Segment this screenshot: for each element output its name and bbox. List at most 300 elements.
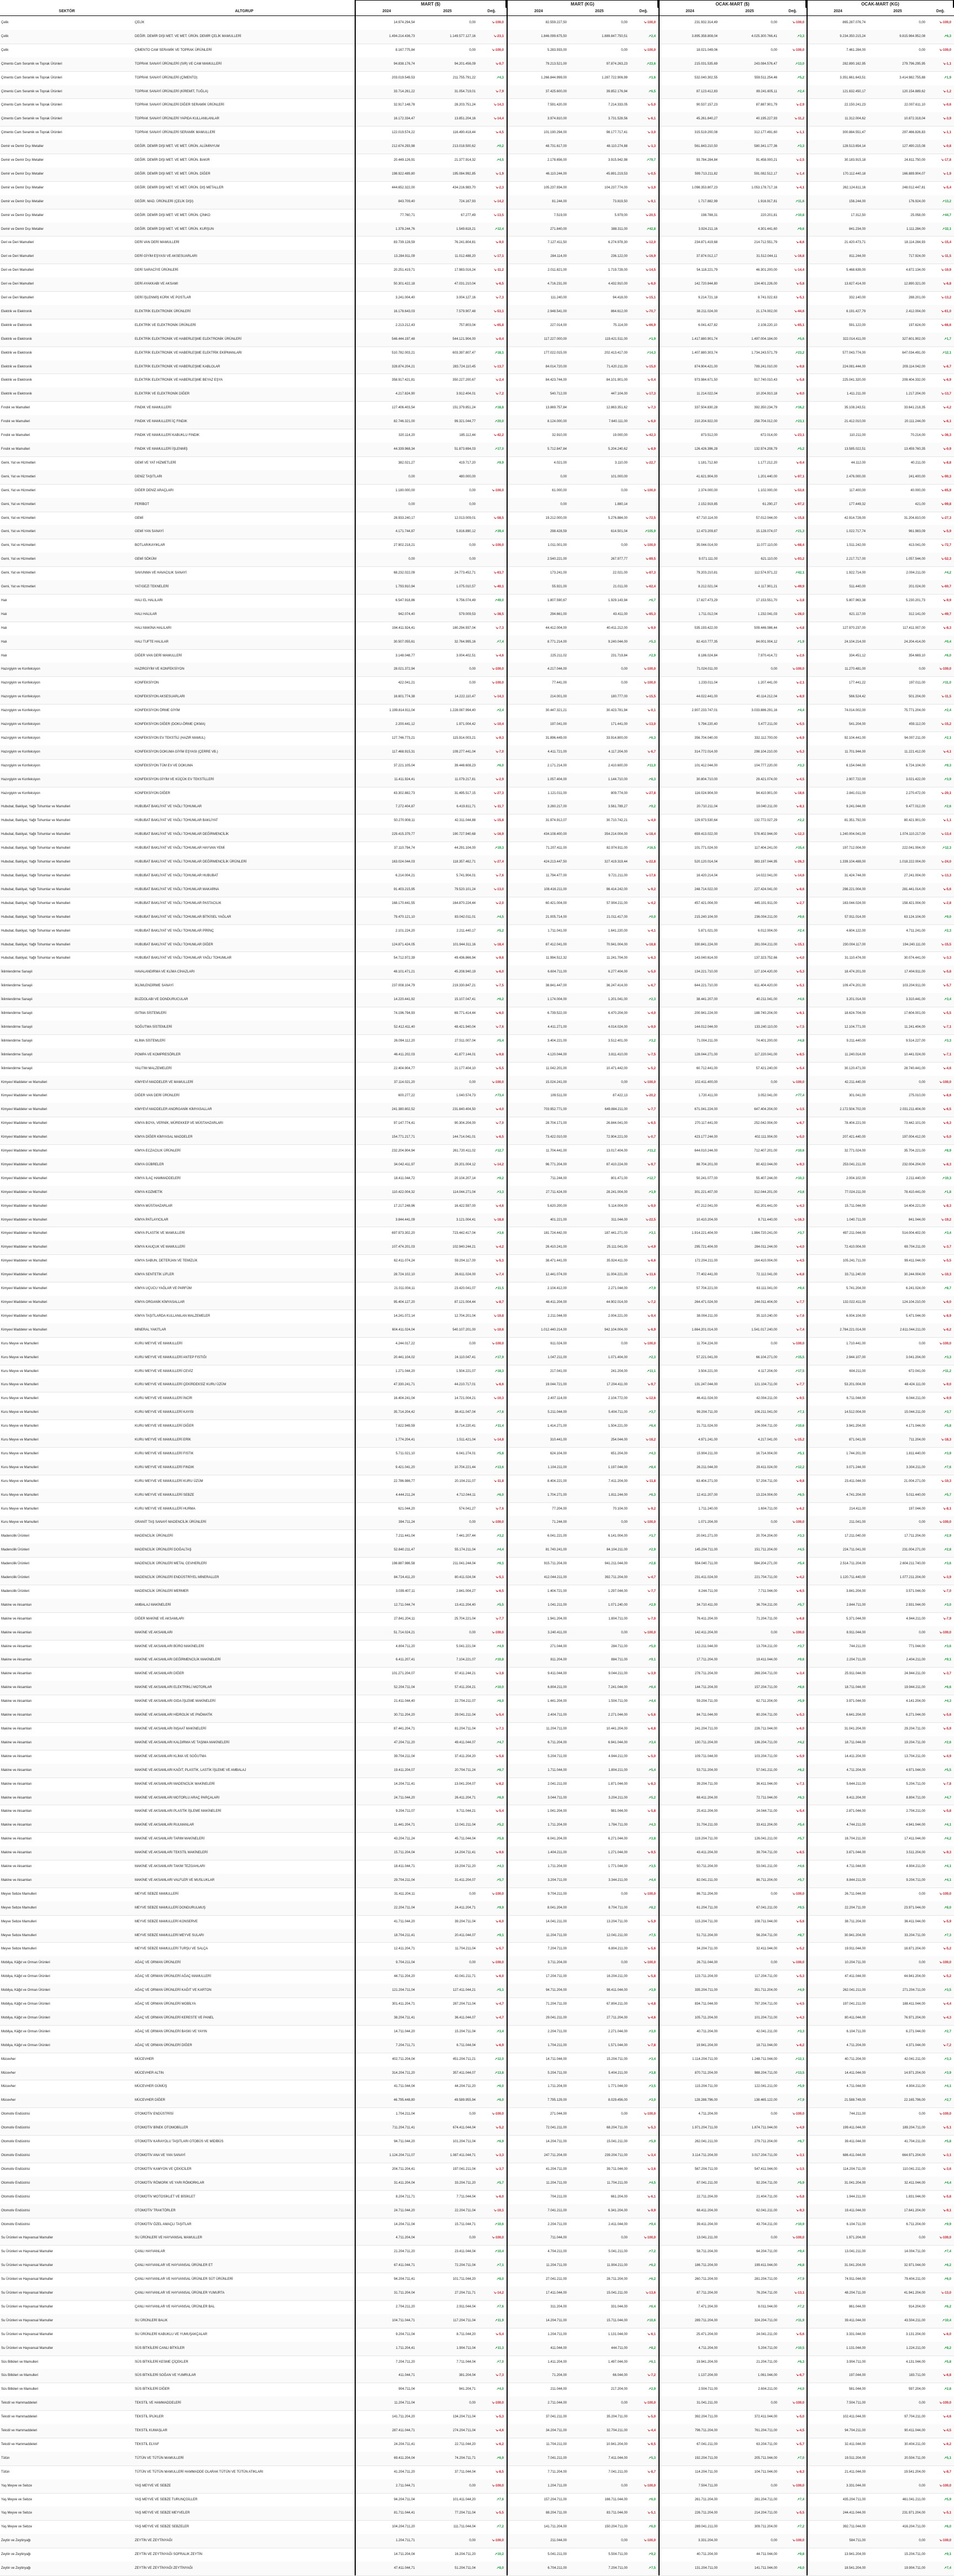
cell-change: [478, 1186, 505, 1200]
change-value: -100,0: [646, 489, 656, 492]
arrow-down-icon: ↘: [494, 1708, 498, 1722]
cell-value: 176.924,00: [868, 195, 927, 209]
cell-change: [927, 1323, 953, 1337]
arrow-up-icon: ↗: [647, 1599, 651, 1612]
cell-change: [927, 2135, 953, 2149]
cell-change: [478, 1227, 505, 1240]
change-value: 42,8: [649, 228, 656, 231]
cell-change: [927, 759, 953, 773]
cell-value: 40.711.204,00: [808, 2053, 868, 2067]
cell-value: 4.120.044,00: [508, 1048, 569, 1062]
cell-value: 31.204.810,00: [868, 512, 927, 525]
cell-value: 81.740.241,00: [508, 1543, 569, 1557]
cell-value: 1.880,14: [569, 498, 630, 512]
cell-change: [478, 2506, 505, 2520]
cell-value: 7.711.044,04: [417, 2190, 478, 2204]
cell-value: 9.477.012,00: [868, 800, 927, 814]
cell-value: 4.711.204,00: [660, 2342, 720, 2356]
change-value: -3,9: [946, 1576, 951, 1579]
arrow-down-icon: ↘: [494, 1021, 498, 1034]
arrow-up-icon: ↗: [496, 1901, 499, 1915]
cell-value: 0,00: [417, 553, 478, 566]
arrow-down-icon: ↘: [940, 938, 944, 952]
cell-change: [630, 1378, 657, 1392]
change-value: 5,9: [947, 2498, 951, 2501]
arrow-down-icon: ↘: [793, 264, 797, 277]
cell-altgrup: TOPRAK SANAYİ ÜRÜNLERİ YAPIDA KULLANILANLAR: [135, 112, 354, 126]
arrow-down-icon: ↘: [942, 1048, 946, 1062]
change-value: -6,2: [498, 2443, 504, 2446]
cell-value: 1.971.004,42: [417, 718, 478, 732]
arrow-up-icon: ↗: [796, 1406, 800, 1420]
cell-value: 0,00: [417, 1956, 478, 1970]
cell-value: 2.041.211,00: [508, 1778, 569, 1791]
table-row: [0, 1461, 954, 1475]
arrow-up-icon: ↗: [496, 2177, 499, 2190]
cell-change: [779, 842, 806, 855]
arrow-down-icon: ↘: [940, 1475, 944, 1489]
change-value: -6,0: [498, 1920, 504, 1923]
cell-value: 17.411.044,00: [868, 1832, 927, 1846]
change-value: -5,7: [946, 984, 951, 987]
arrow-down-icon: ↘: [492, 787, 496, 801]
arrow-up-icon: ↗: [796, 993, 800, 1007]
cell-value: 210.204.922,00: [660, 415, 720, 429]
table-row: [0, 1585, 954, 1599]
cell-value: 12.704.201,04: [417, 1310, 478, 1323]
cell-change: [927, 1213, 953, 1227]
change-value: -5,5: [946, 1259, 951, 1263]
arrow-up-icon: ↗: [647, 1034, 651, 1048]
table-row: [0, 1640, 954, 1654]
arrow-down-icon: ↘: [795, 649, 799, 663]
cell-value: 40.114.212,04: [720, 690, 779, 704]
change-value: -5,0: [650, 1755, 656, 1758]
cell-altgrup: KİMYA MÜSTAHZARLAR: [135, 1200, 354, 1213]
cell-change: [927, 1915, 953, 1929]
change-value: -16,8: [797, 255, 804, 258]
arrow-down-icon: ↘: [793, 319, 797, 333]
cell-value: 6.739.522,00: [508, 1007, 569, 1021]
cell-value: 109.277.441,04: [417, 745, 478, 759]
cell-sektor: Kimyevi Maddeler ve Mamulleri: [1, 1172, 134, 1186]
change-value: -100,0: [494, 1961, 504, 1964]
cell-value: 18.021.049,06: [660, 44, 720, 57]
change-value: -5,3: [799, 1713, 804, 1717]
cell-value: 411.044,00: [508, 2342, 569, 2356]
cell-change: [478, 1708, 505, 1722]
cell-change: [478, 2548, 505, 2562]
change-value: -3,9: [650, 1672, 656, 1675]
change-value: -11,2: [797, 117, 804, 120]
change-value: 5,0: [651, 1645, 656, 1648]
arrow-down-icon: ↘: [795, 2121, 799, 2135]
arrow-down-icon: ↘: [791, 2479, 795, 2493]
cell-change: [478, 1874, 505, 1888]
cell-value: 127.970.237,00: [808, 622, 868, 635]
cell-value: 69.411.204,04: [356, 2452, 417, 2465]
cell-value: 4.904.211,00: [868, 2080, 927, 2094]
cell-change: [630, 1296, 657, 1310]
cell-value: 13.017.404,00: [569, 1144, 630, 1158]
arrow-down-icon: ↘: [942, 2369, 946, 2383]
arrow-down-icon: ↘: [942, 2039, 946, 2053]
cell-value: 14.204.711,41: [356, 1778, 417, 1791]
change-value: -7,5: [799, 1026, 804, 1029]
arrow-down-icon: ↘: [942, 1089, 946, 1103]
cell-value: 217.041,00: [508, 1365, 569, 1379]
cell-value: 31.424.744,00: [808, 869, 868, 883]
cell-value: 42.914.728,00: [808, 512, 868, 525]
cell-value: 1.793.910,94: [356, 580, 417, 594]
cell-change: [478, 1722, 505, 1736]
cell-value: 424.213.447,50: [508, 855, 569, 869]
change-value: -5,5: [498, 1067, 504, 1070]
cell-value: 1.711.240,00: [660, 1502, 720, 1516]
cell-value: 42.004.211,00: [720, 1392, 779, 1406]
arrow-up-icon: ↗: [647, 911, 651, 924]
cell-value: 0,00: [868, 2107, 927, 2121]
table-row: [0, 98, 954, 113]
cell-value: 324.204.711,00: [720, 2314, 779, 2328]
cell-value: 22.711.204,00: [660, 2190, 720, 2204]
arrow-up-icon: ↗: [647, 2300, 651, 2314]
cell-value: 5.371.044,00: [808, 1612, 868, 1626]
cell-value: 37.411.204,20: [417, 1750, 478, 1764]
cell-value: 32.910,00: [508, 429, 569, 443]
cell-change: [630, 2562, 657, 2575]
arrow-up-icon: ↗: [943, 2493, 947, 2507]
cell-value: 8.911.044,00: [808, 1626, 868, 1640]
cell-change: [630, 456, 657, 470]
cell-value: 19.040.211,00: [720, 800, 779, 814]
change-value: -8,5: [799, 1851, 804, 1854]
cell-change: [779, 2218, 806, 2232]
cell-altgrup: OTOMOTİV KARAYOLU TAŞITLARI OTOBÜS VE MİDİBÜS: [135, 2135, 354, 2149]
cell-value: 105.711.204,00: [660, 2011, 720, 2025]
change-value: -5,1: [946, 2511, 951, 2515]
cell-change: [630, 1337, 657, 1351]
cell-value: 51.714.024,21: [356, 1626, 417, 1640]
cell-value: 128.288.796,00: [660, 2094, 720, 2107]
arrow-down-icon: ↘: [491, 1888, 494, 1901]
cell-sektor: Yaş Meyve ve Sebze: [1, 2493, 134, 2507]
cell-value: 3.017.204.711,00: [720, 2149, 779, 2163]
cell-change: [779, 2135, 806, 2149]
change-value: 3,9: [651, 1989, 656, 1992]
arrow-up-icon: ↗: [943, 1186, 947, 1200]
change-value: 3,8: [651, 2072, 656, 2075]
cell-change: [779, 787, 806, 801]
arrow-down-icon: ↘: [494, 1915, 498, 1929]
arrow-up-icon: ↗: [796, 759, 800, 773]
change-value: -11,8: [649, 1480, 656, 1483]
cell-altgrup: FERİBOT: [135, 498, 354, 512]
cell-value: 13.869.757,84: [508, 401, 569, 415]
arrow-up-icon: ↗: [943, 71, 947, 85]
change-value: -5,8: [946, 1810, 951, 1813]
cell-change: [630, 759, 657, 773]
cell-value: 38.004.211,00: [660, 1310, 720, 1323]
arrow-up-icon: ↗: [493, 415, 497, 429]
cell-change: [630, 154, 657, 167]
arrow-down-icon: ↘: [492, 690, 496, 704]
cell-value: 10.441.024,00: [868, 1048, 927, 1062]
cell-value: 33.641.218,35: [868, 401, 927, 415]
arrow-down-icon: ↘: [492, 319, 496, 333]
arrow-up-icon: ↗: [645, 2314, 649, 2328]
cell-change: [630, 484, 657, 498]
cell-sektor: Makine ve Aksamları: [1, 1599, 134, 1612]
cell-change: [779, 897, 806, 911]
arrow-down-icon: ↘: [644, 608, 648, 622]
change-value: -5,2: [946, 1975, 951, 1978]
change-value: -14,8: [496, 1438, 504, 1442]
cell-sektor: Süs Bitkileri ve Mamulleri: [1, 2383, 134, 2396]
cell-sektor: Gemi, Yat ve Hizmetleri: [1, 553, 134, 566]
cell-value: 14.974.294,54: [356, 16, 417, 30]
arrow-down-icon: ↘: [494, 745, 498, 759]
arrow-up-icon: ↗: [796, 2094, 800, 2107]
change-value: -100,0: [795, 1631, 804, 1634]
change-value: -6,8: [650, 1727, 656, 1731]
cell-value: 163.024.044,03: [356, 855, 417, 869]
cell-value: 25.911.044,00: [808, 1667, 868, 1681]
arrow-down-icon: ↘: [492, 2204, 496, 2218]
arrow-up-icon: ↗: [943, 1860, 947, 1874]
cell-value: 22.204.711,04: [417, 2204, 478, 2218]
cell-value: 5.011.440,00: [868, 1489, 927, 1502]
change-value: -100,0: [942, 2236, 951, 2239]
cell-value: 0,00: [417, 1888, 478, 1901]
cell-change: [927, 346, 953, 360]
change-value: 7,1: [499, 2264, 504, 2267]
cell-value: 7.471.204,00: [660, 2300, 720, 2314]
cell-change: [478, 140, 505, 154]
cell-value: 541.204,00: [808, 718, 868, 732]
cell-change: [779, 718, 806, 732]
cell-change: [779, 993, 806, 1007]
change-value: -7,5: [498, 984, 504, 987]
table-row: [0, 1708, 954, 1723]
cell-change: [927, 2520, 953, 2534]
change-value: -3,3: [946, 956, 951, 960]
change-value: -13,6: [648, 2291, 656, 2295]
cell-value: 284.011.244,00: [720, 1240, 779, 1254]
change-value: -3,7: [946, 1672, 951, 1675]
cell-value: 717.924,00: [868, 250, 927, 264]
arrow-down-icon: ↘: [942, 1708, 946, 1722]
arrow-down-icon: ↘: [646, 1378, 650, 1392]
arrow-down-icon: ↘: [795, 2506, 799, 2520]
arrow-down-icon: ↘: [793, 305, 797, 319]
cell-change: [927, 2259, 953, 2273]
arrow-down-icon: ↘: [938, 2534, 942, 2548]
change-value: -6,2: [799, 2044, 804, 2047]
arrow-down-icon: ↘: [642, 2534, 646, 2548]
cell-value: 1.061.044,00: [720, 2369, 779, 2383]
change-value: -10,1: [496, 2209, 504, 2212]
arrow-up-icon: ↗: [647, 1543, 651, 1557]
cell-value: 39.711.044,00: [569, 2163, 630, 2177]
table-row: [0, 814, 954, 828]
cell-value: 0,00: [569, 44, 630, 57]
cell-altgrup: MAKİNE VE AKSAMLARI HİDROLİK VE PNÖMATİK: [135, 1708, 354, 1722]
cell-value: 158.421.004,00: [868, 897, 927, 911]
table-row: [0, 1268, 954, 1282]
cell-change: [478, 1365, 505, 1379]
change-value: -44,6: [797, 310, 804, 313]
cell-value: 1.201.041,00: [569, 993, 630, 1007]
arrow-up-icon: ↗: [796, 2025, 800, 2039]
arrow-up-icon: ↗: [943, 2342, 947, 2356]
table-row: [0, 374, 954, 388]
cell-value: 757.803,04: [417, 319, 478, 333]
cell-change: [779, 1640, 806, 1654]
arrow-down-icon: ↘: [791, 44, 795, 57]
cell-change: [927, 112, 953, 126]
cell-value: 4.217.041,00: [720, 1433, 779, 1447]
change-value: 10,6: [497, 2223, 504, 2226]
cell-change: [630, 1323, 657, 1337]
arrow-down-icon: ↘: [644, 718, 648, 732]
cell-value: 80.411.044,00: [808, 2011, 868, 2025]
cell-value: 18.411.044,71: [356, 1860, 417, 1874]
arrow-down-icon: ↘: [795, 2369, 799, 2383]
table-row: [0, 842, 954, 856]
cell-value: 27.204.711,71: [417, 2286, 478, 2300]
change-value: -100,0: [646, 2539, 656, 2542]
change-value: 10,4: [945, 2319, 951, 2322]
cell-change: [478, 951, 505, 965]
cell-change: [478, 814, 505, 828]
change-value: -5,8: [799, 2195, 804, 2199]
cell-value: 209.114.042,00: [868, 360, 927, 374]
cell-value: 566.524,42: [808, 690, 868, 704]
cell-change: [478, 1048, 505, 1062]
cell-change: [927, 1240, 953, 1254]
arrow-down-icon: ↘: [646, 745, 650, 759]
cell-value: 11.704.211,00: [508, 2438, 569, 2452]
cell-value: 1.407.880.303,74: [660, 346, 720, 360]
change-value: 4,3: [499, 76, 504, 80]
cell-change: [630, 1956, 657, 1970]
change-value: -1,1: [946, 131, 951, 134]
change-value: 6,8: [800, 2264, 804, 2267]
cell-altgrup: MEYVE SEBZE MAMULLERİ TURŞU VE SALÇA: [135, 1942, 354, 1956]
cell-change: [779, 2149, 806, 2163]
cell-value: 199.411.044,00: [720, 2259, 779, 2273]
cell-value: 211.041.244,04: [417, 1557, 478, 1571]
cell-change: [927, 965, 953, 979]
change-value: 3,6: [499, 1232, 504, 1235]
cell-change: [630, 1007, 657, 1021]
cell-value: 357.411.044,07: [417, 2067, 478, 2080]
cell-sektor: Meyve Sebze Mamulleri: [1, 1929, 134, 1943]
change-value: -7,0: [946, 1590, 951, 1593]
cell-change: [779, 2383, 806, 2396]
change-value: 4,9: [800, 1989, 804, 1992]
cell-value: 31.411.204,04: [356, 2177, 417, 2190]
cell-value: 15.107.047,41: [417, 993, 478, 1007]
cell-change: [927, 869, 953, 883]
arrow-down-icon: ↘: [646, 98, 650, 112]
change-value: -15,2: [797, 1438, 804, 1442]
change-value: 4,1: [947, 1823, 951, 1827]
cell-value: 11.704.211,04: [417, 1942, 478, 1956]
cell-altgrup: MAKİNE VE AKSAMLARI TEKSTİL MAKİNELERİ: [135, 1846, 354, 1860]
cell-value: 3.240.411,00: [508, 1626, 569, 1640]
change-value: 17,9: [497, 1356, 504, 1359]
cell-value: 24.711.044,20: [356, 2204, 417, 2218]
arrow-up-icon: ↗: [943, 1818, 947, 1832]
cell-change: [478, 2424, 505, 2438]
cell-value: 141.711.204,20: [356, 2410, 417, 2424]
cell-change: [927, 1984, 953, 1997]
arrow-up-icon: ↗: [796, 30, 800, 44]
cell-value: 247.711.204,00: [508, 2149, 569, 2163]
cell-change: [927, 1778, 953, 1791]
cell-value: 194.240.111,00: [868, 938, 927, 952]
cell-value: 40.711.204,00: [660, 2548, 720, 2562]
table-row: [0, 250, 954, 264]
cell-value: 1.711.044,00: [508, 1764, 569, 1778]
change-value: -100,0: [942, 2401, 951, 2405]
cell-value: 94.711.204,00: [508, 1984, 569, 1997]
arrow-up-icon: ↗: [496, 759, 499, 773]
arrow-down-icon: ↘: [646, 1970, 650, 1984]
cell-change: [927, 1805, 953, 1818]
change-value: 2,3: [651, 1356, 656, 1359]
cell-value: 6.419.811,71: [417, 800, 478, 814]
arrow-up-icon: ↗: [796, 1860, 800, 1874]
cell-value: 811.244,00: [808, 250, 868, 264]
change-value: -58,5: [496, 517, 504, 520]
arrow-down-icon: ↘: [795, 1970, 799, 1984]
cell-change: [478, 2562, 505, 2575]
cell-value: 314.772.014,00: [660, 745, 720, 759]
cell-change: [927, 2163, 953, 2177]
cell-value: 0,00: [720, 2231, 779, 2245]
cell-sektor: Madencilik Ürünleri: [1, 1543, 134, 1557]
arrow-down-icon: ↘: [644, 869, 648, 883]
change-value: -5,8: [799, 378, 804, 382]
cell-value: 55.174.211,04: [417, 1543, 478, 1557]
cell-sektor: Yaş Meyve ve Sebze: [1, 2479, 134, 2493]
arrow-up-icon: ↗: [647, 1681, 651, 1695]
group-header-mart-usd: MART ($): [355, 0, 507, 8]
arrow-up-icon: ↗: [796, 1489, 800, 1502]
cell-value: 25.471.204,00: [660, 2328, 720, 2342]
cell-value: 16.404.241,04: [356, 1392, 417, 1406]
cell-value: 37.221.105,04: [356, 759, 417, 773]
cell-altgrup: HAZIRGİYİM VE KONFEKSİYON: [135, 663, 354, 676]
cell-change: [779, 2562, 806, 2575]
arrow-up-icon: ↗: [796, 1901, 800, 1915]
cell-change: [630, 2300, 657, 2314]
cell-value: 14.204.711,00: [508, 2135, 569, 2149]
table-row: [0, 649, 954, 664]
cell-value: 30.120.471,00: [808, 1062, 868, 1076]
arrow-down-icon: ↘: [494, 1254, 498, 1268]
cell-change: [478, 1516, 505, 1529]
cell-value: 1.177.212,20: [720, 456, 779, 470]
arrow-up-icon: ↗: [647, 2218, 651, 2232]
change-value: -5,7: [799, 2443, 804, 2446]
change-value: -9,1: [650, 200, 656, 203]
cell-change: [779, 773, 806, 787]
cell-value: 711.204,00: [868, 1433, 927, 1447]
